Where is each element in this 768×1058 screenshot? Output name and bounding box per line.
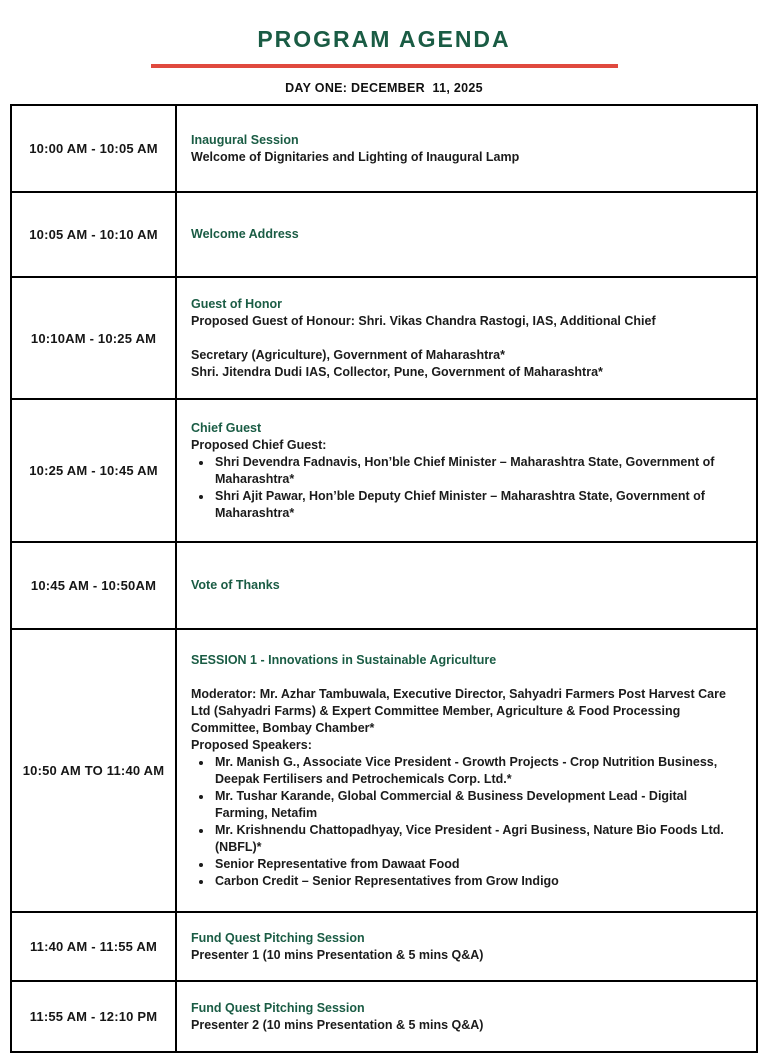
session-line: Shri. Jitendra Dudi IAS, Collector, Pune, Government of Maharashtra*	[191, 364, 603, 379]
session-title: Inaugural Session	[191, 132, 299, 147]
title-divider	[151, 64, 618, 68]
session-line: Moderator: Mr. Azhar Tambuwala, Executive Director, Sahyadri Farmers Post Harvest Care Ltd (Sahyadri Farms) & Expert Committee Member, Agriculture & Food Processing Committee, Bombay Chamber*	[191, 686, 726, 735]
content-cell	[176, 542, 757, 629]
session-line: Proposed Guest of Honour: Shri. Vikas Chandra Rastogi, IAS, Additional Chief	[191, 313, 656, 328]
page-title: PROGRAM AGENDA	[257, 26, 511, 52]
bullet-item: • Mr. Tushar Karande, Global Commercial & Business Development Lead - Digital Farming, Netafim	[213, 788, 740, 822]
session-title: SESSION 1 - Innovations in Sustainable Agriculture	[191, 652, 497, 667]
agenda-row-guest-of-honor	[11, 277, 757, 399]
bullet-item: • Shri Ajit Pawar, Hon’ble Deputy Chief Minister – Maharashtra State, Government of Maharashtra*	[213, 488, 740, 522]
bullet-list	[191, 754, 740, 890]
blank-line-spacer	[191, 330, 740, 347]
session-title: Guest of Honor	[191, 296, 282, 311]
agenda-row-fund-quest-1	[11, 912, 757, 981]
session-title: Chief Guest	[191, 420, 262, 435]
session-title: Fund Quest Pitching Session	[191, 1000, 365, 1015]
session-line: Welcome of Dignitaries and Lighting of Inaugural Lamp	[191, 149, 520, 164]
agenda-row-welcome-address	[11, 192, 757, 277]
time-cell: 10:45 AM - 10:50AM	[11, 542, 176, 629]
session-line: Proposed Chief Guest:	[191, 437, 327, 452]
bullet-item: • Carbon Credit – Senior Representatives from Grow Indigo	[213, 873, 740, 890]
content-cell	[176, 277, 757, 399]
blank-line-spacer	[191, 669, 740, 686]
content-cell	[176, 912, 757, 981]
agenda-row-fund-quest-2	[11, 981, 757, 1052]
agenda-row-inaugural-session	[11, 105, 757, 192]
bullet-item: • Mr. Manish G., Associate Vice President - Growth Projects - Crop Nutrition Business, Deepak Fertilisers and Petrochemicals Corp. Ltd.*	[213, 754, 740, 788]
bullet-item: • Shri Devendra Fadnavis, Hon’ble Chief Minister – Maharashtra State, Government of Maharashtra*	[213, 454, 740, 488]
session-line: Presenter 1 (10 mins Presentation & 5 mins Q&A)	[191, 947, 484, 962]
bullet-item: • Senior Representative from Dawaat Food	[213, 856, 740, 873]
content-cell	[176, 192, 757, 277]
session-line: Presenter 2 (10 mins Presentation & 5 mins Q&A)	[191, 1017, 484, 1032]
content-cell	[176, 629, 757, 912]
session-title: Fund Quest Pitching Session	[191, 930, 365, 945]
time-cell: 11:40 AM - 11:55 AM	[11, 912, 176, 981]
session-line: Secretary (Agriculture), Government of Maharashtra*	[191, 347, 505, 362]
agenda-row-session-1	[11, 629, 757, 912]
time-cell: 10:00 AM - 10:05 AM	[11, 105, 176, 192]
bullet-list	[191, 454, 740, 522]
agenda-row-chief-guest	[11, 399, 757, 542]
content-cell	[176, 981, 757, 1052]
time-cell: 10:10AM - 10:25 AM	[11, 277, 176, 399]
time-cell: 10:05 AM - 10:10 AM	[11, 192, 176, 277]
agenda-table	[10, 104, 758, 1053]
day-header: DAY ONE: DECEMBER 11, 2025	[285, 81, 483, 95]
time-cell: 10:50 AM TO 11:40 AM	[11, 629, 176, 912]
session-title: Vote of Thanks	[191, 578, 280, 592]
bullet-item: • Mr. Krishnendu Chattopadhyay, Vice President - Agri Business, Nature Bio Foods Ltd. (NBFL)*	[213, 822, 740, 856]
session-line: Proposed Speakers:	[191, 737, 312, 752]
content-cell	[176, 399, 757, 542]
time-cell: 11:55 AM - 12:10 PM	[11, 981, 176, 1052]
time-cell: 10:25 AM - 10:45 AM	[11, 399, 176, 542]
content-cell	[176, 105, 757, 192]
session-title: Welcome Address	[191, 227, 299, 241]
agenda-row-vote-of-thanks	[11, 542, 757, 629]
